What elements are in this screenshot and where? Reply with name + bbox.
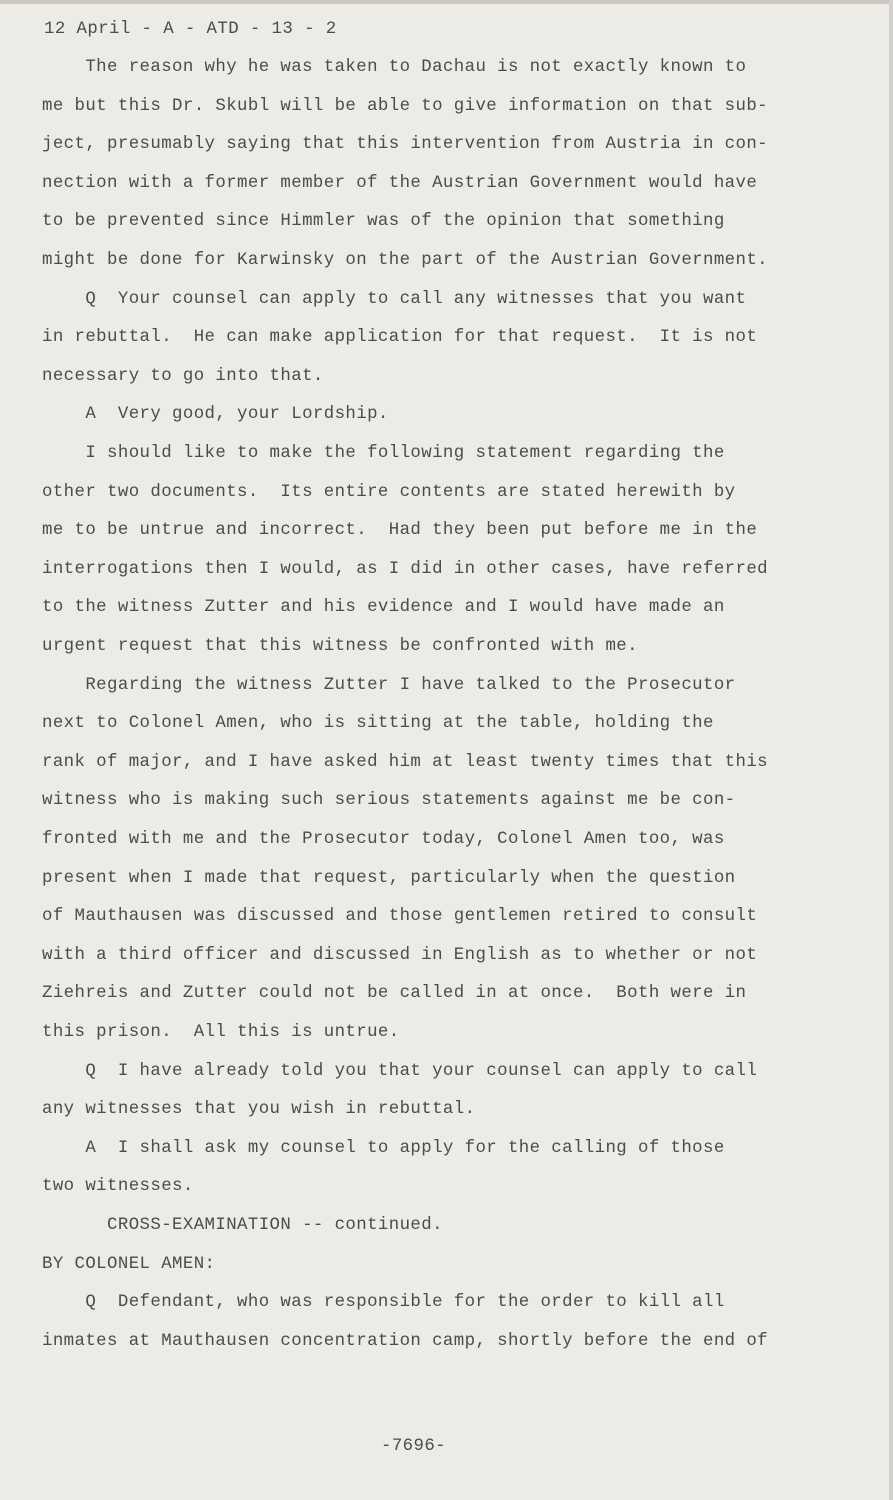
transcript-line: A I shall ask my counsel to apply for the calling of those bbox=[42, 1138, 725, 1158]
transcript-line: any witnesses that you wish in rebuttal. bbox=[42, 1100, 476, 1120]
transcript-line: I should like to make the following statement regarding the bbox=[42, 444, 725, 463]
transcript-line: with a third officer and discussed in English as to whether or not bbox=[42, 945, 758, 965]
transcript-line: nection with a former member of the Austrian Government would have bbox=[42, 173, 758, 193]
transcript-line: to be prevented since Himmler was of the opinion that something bbox=[42, 212, 725, 232]
transcript-line: BY COLONEL AMEN: bbox=[42, 1254, 216, 1274]
transcript-line: in rebuttal. He can make application for that request. It is not bbox=[42, 328, 758, 348]
transcript-line: two witnesses. bbox=[42, 1177, 194, 1197]
transcript-line: Q Defendant, who was responsible for the order to kill all bbox=[42, 1293, 725, 1313]
transcript-line: CROSS-EXAMINATION -- continued. bbox=[42, 1216, 443, 1235]
page-right-edge bbox=[889, 0, 893, 1500]
transcript-line: other two documents. Its entire contents are stated herewith by bbox=[42, 482, 736, 502]
page-header: 12 April - A - ATD - 13 - 2 bbox=[44, 20, 337, 39]
transcript-line: Q I have already told you that your counsel can apply to call bbox=[42, 1061, 758, 1081]
page-number: -7696- bbox=[381, 1437, 447, 1456]
transcript-line: of Mauthausen was discussed and those gentlemen retired to consult bbox=[42, 907, 758, 927]
transcript-line: The reason why he was taken to Dachau is not exactly known to bbox=[42, 58, 747, 77]
page-top-edge bbox=[0, 0, 893, 4]
transcript-line: me but this Dr. Skubl will be able to give information on that sub- bbox=[42, 96, 769, 116]
transcript-line: next to Colonel Amen, who is sitting at the table, holding the bbox=[42, 714, 714, 734]
transcript-line: necessary to go into that. bbox=[42, 366, 324, 386]
transcript-line: ject, presumably saying that this intervention from Austria in con- bbox=[42, 135, 769, 155]
transcript-line: Q Your counsel can apply to call any witnesses that you want bbox=[42, 289, 747, 309]
transcript-line: Regarding the witness Zutter I have talked to the Prosecutor bbox=[42, 675, 736, 695]
transcript-line: witness who is making such serious statements against me be con- bbox=[42, 791, 736, 811]
transcript-line: me to be untrue and incorrect. Had they been put before me in the bbox=[42, 521, 758, 541]
transcript-line: A Very good, your Lordship. bbox=[42, 405, 389, 425]
transcript-line: interrogations then I would, as I did in other cases, have referred bbox=[42, 559, 769, 579]
transcript-line: fronted with me and the Prosecutor today, Colonel Amen too, was bbox=[42, 830, 725, 849]
transcript-line: inmates at Mauthausen concentration camp, shortly before the end of bbox=[42, 1331, 769, 1351]
transcript-line: urgent request that this witness be confronted with me. bbox=[42, 637, 638, 656]
transcript-line: rank of major, and I have asked him at least twenty times that this bbox=[42, 752, 769, 772]
transcript-line: Ziehreis and Zutter could not be called in at once. Both were in bbox=[42, 984, 747, 1004]
transcript-line: present when I made that request, particularly when the question bbox=[42, 868, 736, 888]
transcript-line: this prison. All this is untrue. bbox=[42, 1023, 400, 1042]
transcript-line: might be done for Karwinsky on the part of the Austrian Government. bbox=[42, 251, 769, 270]
transcript-line: to the witness Zutter and his evidence and I would have made an bbox=[42, 598, 725, 618]
